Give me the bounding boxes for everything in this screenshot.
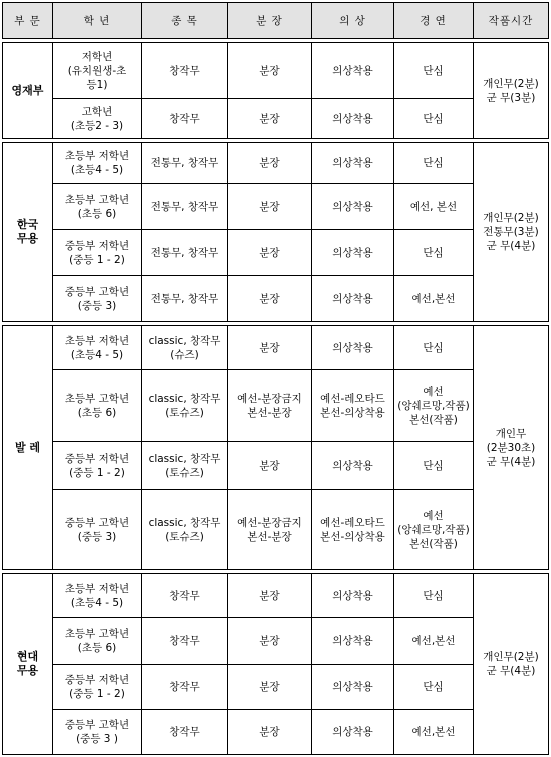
costume-cell: 의상착용 (312, 710, 394, 755)
event-cell: 창작무 (142, 665, 228, 710)
contest-cell: 단심 (394, 326, 474, 370)
contest-cell: 단심 (394, 665, 474, 710)
costume-cell: 의상착용 (312, 665, 394, 710)
table-header (3, 3, 549, 39)
table-row (3, 326, 549, 370)
time-cell: 개인무(2분) 군 무(3분) (474, 43, 549, 139)
event-cell: 전통무, 창작무 (142, 143, 228, 184)
grade-cell: 초등부 저학년 (초등4 - 5) (53, 143, 142, 184)
table-row (3, 370, 549, 442)
costume-cell: 예선-레오타드 본선-의상착용 (312, 370, 394, 442)
contest-cell: 단심 (394, 574, 474, 618)
contest-cell: 예선 (앙쉐르망,작품) 본선(작품) (394, 370, 474, 442)
contest-cell: 단심 (394, 43, 474, 99)
division-cell: 한국 무용 (3, 143, 53, 322)
event-cell: 전통무, 창작무 (142, 276, 228, 322)
makeup-cell: 예선-분장금지 본선-분장 (228, 490, 312, 570)
event-cell: classic, 창작무 (슈즈) (142, 326, 228, 370)
makeup-cell: 분장 (228, 442, 312, 490)
division-cell: 현대 무용 (3, 574, 53, 755)
costume-cell: 의상착용 (312, 326, 394, 370)
costume-cell: 의상착용 (312, 43, 394, 99)
costume-cell: 의상착용 (312, 618, 394, 665)
grade-cell: 중등부 저학년 (중등 1 - 2) (53, 665, 142, 710)
contest-cell: 단심 (394, 230, 474, 276)
contest-cell: 예선, 본선 (394, 184, 474, 230)
grade-cell: 고학년 (초등2 - 3) (53, 99, 142, 139)
contest-cell: 단심 (394, 99, 474, 139)
table-row (3, 710, 549, 755)
header-grade: 학 년 (53, 3, 142, 39)
grade-cell: 중등부 저학년 (중등 1 - 2) (53, 442, 142, 490)
makeup-cell: 분장 (228, 276, 312, 322)
table-row (3, 618, 549, 665)
makeup-cell: 분장 (228, 184, 312, 230)
competition-table (2, 2, 549, 755)
makeup-cell: 분장 (228, 230, 312, 276)
costume-cell: 의상착용 (312, 99, 394, 139)
division-cell: 영재부 (3, 43, 53, 139)
event-cell: classic, 창작무 (토슈즈) (142, 370, 228, 442)
event-cell: 창작무 (142, 618, 228, 665)
header-event: 종 목 (142, 3, 228, 39)
grade-cell: 초등부 저학년 (초등4 - 5) (53, 326, 142, 370)
table-row (3, 490, 549, 570)
contest-cell: 예선,본선 (394, 618, 474, 665)
division-cell: 발 레 (3, 326, 53, 570)
event-cell: 창작무 (142, 710, 228, 755)
table-row (3, 143, 549, 184)
header-division: 부 문 (3, 3, 53, 39)
event-cell: 창작무 (142, 574, 228, 618)
grade-cell: 중등부 고학년 (중등 3) (53, 276, 142, 322)
costume-cell: 의상착용 (312, 574, 394, 618)
header-makeup: 분 장 (228, 3, 312, 39)
grade-cell: 초등부 고학년 (초등 6) (53, 370, 142, 442)
makeup-cell: 분장 (228, 710, 312, 755)
costume-cell: 의상착용 (312, 442, 394, 490)
grade-cell: 저학년 (유치원생-초 등1) (53, 43, 142, 99)
time-cell: 개인무 (2분30초) 군 무(4분) (474, 326, 549, 570)
grade-cell: 중등부 저학년 (중등 1 - 2) (53, 230, 142, 276)
grade-cell: 초등부 고학년 (초등 6) (53, 618, 142, 665)
makeup-cell: 분장 (228, 143, 312, 184)
grade-cell: 초등부 고학년 (초등 6) (53, 184, 142, 230)
table-row (3, 230, 549, 276)
grade-cell: 초등부 저학년 (초등4 - 5) (53, 574, 142, 618)
makeup-cell: 분장 (228, 665, 312, 710)
header-time: 작품시간 (474, 3, 549, 39)
table-row (3, 442, 549, 490)
table-row (3, 43, 549, 99)
table-row (3, 574, 549, 618)
table-row (3, 184, 549, 230)
event-cell: 창작무 (142, 99, 228, 139)
contest-cell: 예선,본선 (394, 710, 474, 755)
grade-cell: 중등부 고학년 (중등 3) (53, 490, 142, 570)
makeup-cell: 분장 (228, 99, 312, 139)
makeup-cell: 분장 (228, 43, 312, 99)
costume-cell: 예선-레오타드 본선-의상착용 (312, 490, 394, 570)
header-contest: 경 연 (394, 3, 474, 39)
contest-cell: 예선 (앙쉐르망,작품) 본선(작품) (394, 490, 474, 570)
makeup-cell: 분장 (228, 574, 312, 618)
costume-cell: 의상착용 (312, 184, 394, 230)
makeup-cell: 분장 (228, 326, 312, 370)
costume-cell: 의상착용 (312, 143, 394, 184)
makeup-cell: 분장 (228, 618, 312, 665)
event-cell: 전통무, 창작무 (142, 230, 228, 276)
event-cell: 전통무, 창작무 (142, 184, 228, 230)
contest-cell: 단심 (394, 442, 474, 490)
contest-cell: 단심 (394, 143, 474, 184)
table-row (3, 276, 549, 322)
event-cell: classic, 창작무 (토슈즈) (142, 442, 228, 490)
costume-cell: 의상착용 (312, 276, 394, 322)
makeup-cell: 예선-분장금지 본선-분장 (228, 370, 312, 442)
contest-cell: 예선,본선 (394, 276, 474, 322)
grade-cell: 중등부 고학년 (중등 3 ) (53, 710, 142, 755)
costume-cell: 의상착용 (312, 230, 394, 276)
time-cell: 개인무(2분) 군 무(4분) (474, 574, 549, 755)
event-cell: 창작무 (142, 43, 228, 99)
table-row (3, 99, 549, 139)
time-cell: 개인무(2분) 전통무(3분) 군 무(4분) (474, 143, 549, 322)
table-row (3, 665, 549, 710)
header-costume: 의 상 (312, 3, 394, 39)
event-cell: classic, 창작무 (토슈즈) (142, 490, 228, 570)
